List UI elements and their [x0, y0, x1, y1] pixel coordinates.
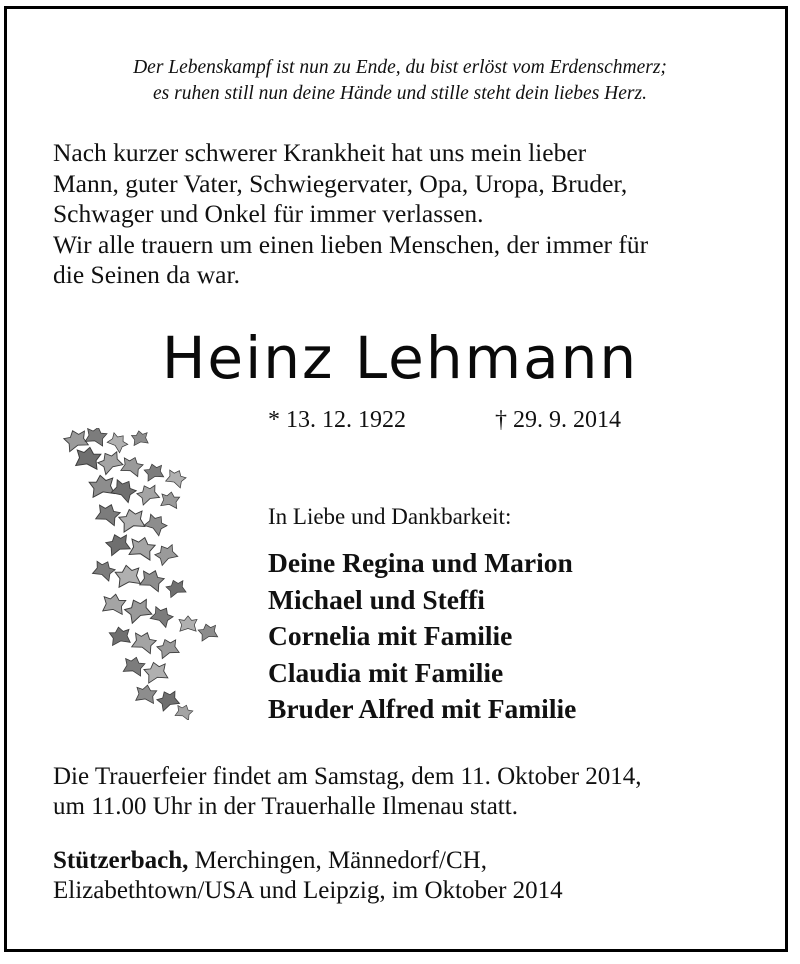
place-and-date	[53, 846, 563, 906]
funeral-info	[53, 762, 642, 822]
intro-line-3: Schwager und Onkel für immer verlassen.	[53, 199, 484, 228]
hometown: Stützerbach,	[53, 847, 189, 874]
intro-line-4: Wir alle trauern um einen lieben Menschen, der immer für	[53, 229, 649, 259]
birth-date: * 13. 12. 1922	[268, 407, 406, 433]
place-list: Merchingen, Männedorf/CH,	[188, 847, 487, 874]
place-line-2: Elizabethtown/USA und Leipzig, im Oktober 2014	[53, 877, 563, 904]
deceased-name: Heinz Lehmann	[161, 324, 639, 392]
place-line-1	[53, 846, 563, 876]
funeral-line-2: um 11.00 Uhr in der Trauerhalle Ilmenau statt.	[53, 793, 518, 820]
motto-verse	[0, 55, 800, 107]
intro-line-5: die Seinen da war.	[53, 260, 240, 289]
intro-paragraph	[53, 138, 747, 291]
intro-line-1: Nach kurzer schwerer Krankheit hat uns mein lieber	[53, 138, 587, 167]
motto-line-1: Der Lebenskampf ist nun zu Ende, du bist erlöst vom Erdenschmerz;	[133, 57, 667, 78]
dedication-line: In Liebe und Dankbarkeit:	[268, 504, 512, 529]
death-date: † 29. 9. 2014	[495, 407, 621, 433]
funeral-line-1: Die Trauerfeier findet am Samstag, dem 11. Oktober 2014,	[53, 763, 642, 790]
mourner-line: Deine Regina und Marion	[268, 547, 573, 578]
mourner-line: Bruder Alfred mit Familie	[268, 693, 577, 724]
intro-line-2: Mann, guter Vater, Schwiegervater, Opa, Uropa, Bruder,	[53, 168, 628, 198]
motto-line-2: es ruhen still nun deine Hände und stille steht dein liebes Herz.	[153, 83, 647, 104]
mourner-line: Cornelia mit Familie	[268, 620, 513, 651]
mourner-line: Claudia mit Familie	[268, 656, 504, 688]
ivy-vine-icon	[58, 428, 228, 720]
mourner-line: Michael und Steffi	[268, 583, 485, 615]
mourners-list	[268, 545, 576, 728]
